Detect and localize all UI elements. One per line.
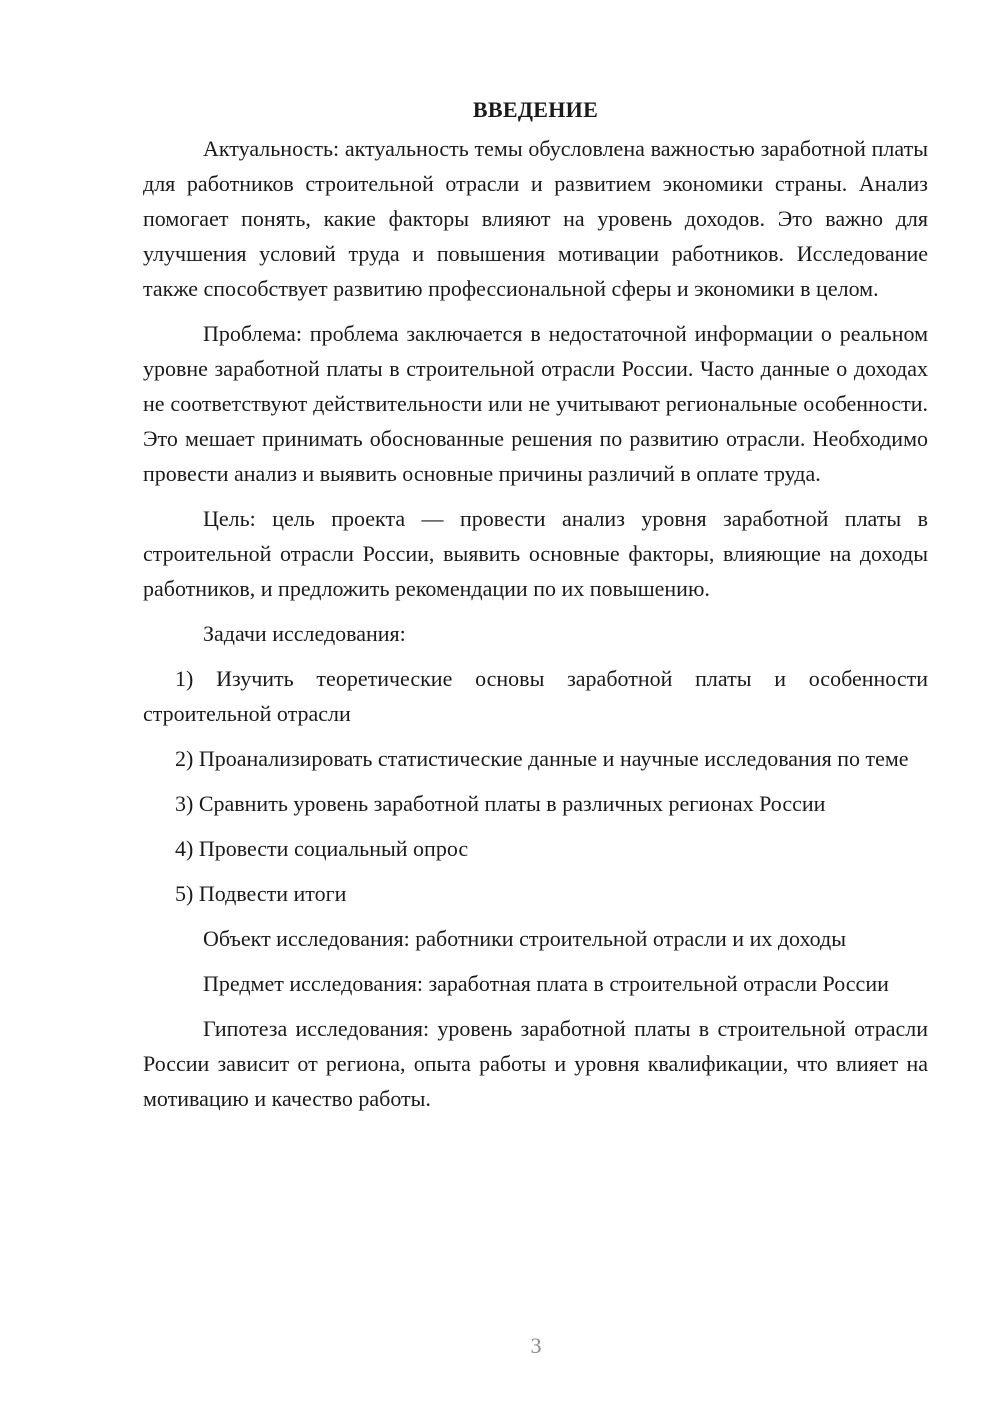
- document-page: [143, 92, 928, 1126]
- paragraph-relevance: Актуальность: актуальность темы обусловлена важностью заработной платы для работников строительной отрасли и развитием экономики страны. Анализ помогает понять, какие факторы влияют на уровень доходов. Это важно для улучшения условий труда и повышения мотивации работников. Исследование также способствует развитию профессиональной сферы и экономики в целом.: [143, 136, 928, 301]
- task-item-2: 2) Проанализировать статистические данные и научные исследования по теме: [175, 746, 909, 771]
- paragraph-goal: Цель: цель проекта — провести анализ уровня заработной платы в строительной отрасли России, выявить основные факторы, влияющие на доходы работников, и предложить рекомендации по их повышению.: [143, 506, 928, 601]
- page-number: 3: [530, 1333, 542, 1358]
- tasks-title: Задачи исследования:: [203, 621, 406, 646]
- paragraph-object: Объект исследования: работники строительной отрасли и их доходы: [203, 926, 846, 951]
- task-item-4: 4) Провести социальный опрос: [175, 836, 469, 861]
- paragraph-problem: Проблема: проблема заключается в недостаточной информации о реальном уровне заработной платы в строительной отрасли России. Часто данные о доходах не соответствуют действительности или не учитывают региональные особенности. Это мешает принимать обоснованные решения по развитию отрасли. Необходимо провести анализ и выявить основные причины различий в оплате труда.: [143, 321, 928, 486]
- task-item-1: 1) Изучить теоретические основы заработной платы и особенности строительной отрасли: [143, 666, 928, 726]
- paragraph-hypothesis: Гипотеза исследования: уровень заработной платы в строительной отрасли России зависит от региона, опыта работы и уровня квалификации, что влияет на мотивацию и качество работы.: [143, 1016, 928, 1111]
- paragraph-subject: Предмет исследования: заработная плата в строительной отрасли России: [203, 971, 889, 996]
- section-heading: ВВЕДЕНИЕ: [472, 97, 599, 122]
- task-item-3: 3) Сравнить уровень заработной платы в различных регионах России: [175, 791, 826, 816]
- task-item-5: 5) Подвести итоги: [175, 881, 347, 906]
